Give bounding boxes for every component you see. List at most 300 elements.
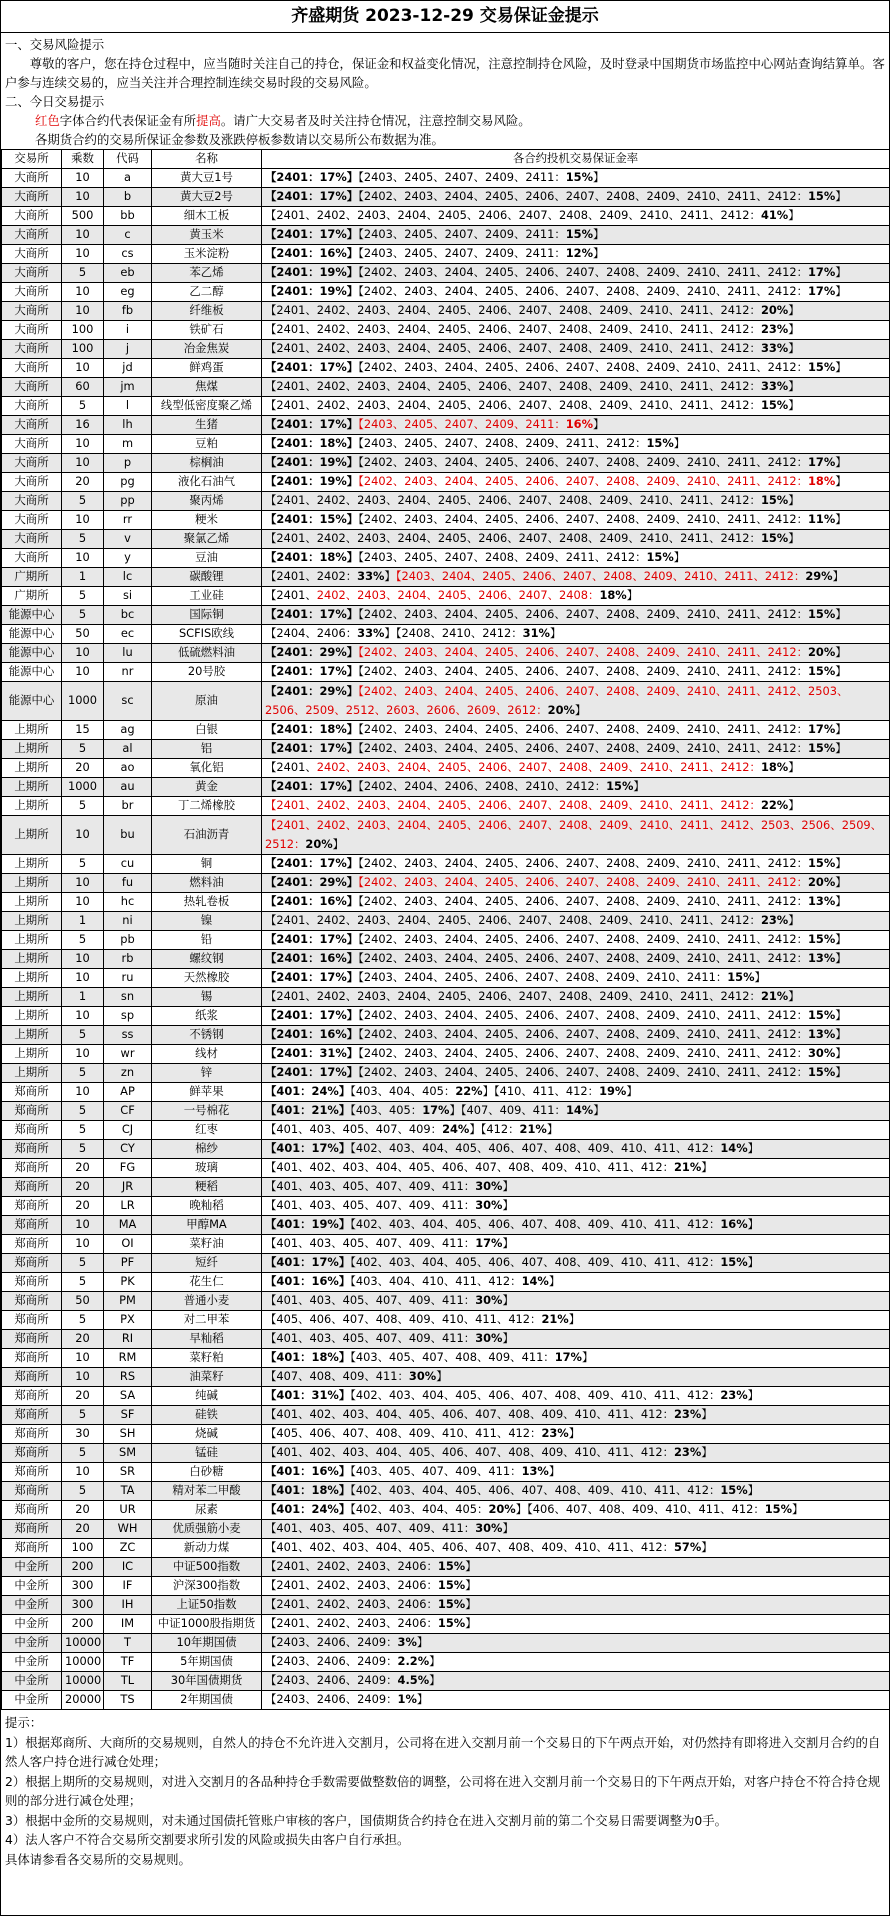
table-row <box>2 359 890 378</box>
rate-segment: 【2401：17%】 <box>265 664 359 679</box>
cell-exchange: 广期所 <box>2 568 62 587</box>
cell-code: TF <box>104 1653 152 1672</box>
rate-segment: 【2402、2403、2404、2405、2406、2407、2408、2409、2410、2411、2412： <box>358 265 808 280</box>
cell-exchange: 大商所 <box>2 169 62 188</box>
rate-segment: 30% <box>475 1331 503 1346</box>
cell-multiplier: 16 <box>62 416 104 435</box>
cell-margin-rate <box>262 1083 890 1102</box>
cell-multiplier: 20 <box>62 1501 104 1520</box>
rate-segment: 15% <box>760 493 789 508</box>
rate-segment: 17% <box>808 265 836 280</box>
rate-segment: 17% <box>808 284 836 299</box>
table-row <box>2 893 890 912</box>
rate-segment: 【2402、2403、2404、2405、2406、2407、2408、2409、2410、2411、2412： <box>358 856 808 871</box>
cell-exchange: 大商所 <box>2 378 62 397</box>
rate-segment: 15% <box>760 398 789 413</box>
rate-segment: 【2401、2402、2403、2404、2405、2406、2407、2408、2409、2410、2411、2412： <box>265 531 761 546</box>
cell-code: jm <box>104 378 152 397</box>
cell-margin-rate <box>262 1482 890 1501</box>
rate-segment: 22% <box>455 1084 483 1099</box>
rate-segment: 14% <box>565 1103 594 1118</box>
cell-exchange: 郑商所 <box>2 1311 62 1330</box>
cell-exchange: 郑商所 <box>2 1083 62 1102</box>
rate-segment: 【2401、2402、2403、2406： <box>265 1597 438 1612</box>
cell-margin-rate <box>262 188 890 207</box>
margin-table-body <box>2 169 890 1710</box>
cell-margin-rate <box>262 663 890 682</box>
rate-segment: 15% <box>720 1255 748 1270</box>
cell-margin-rate <box>262 682 890 721</box>
rate-segment: 22% <box>760 798 789 813</box>
rate-segment: 【401、403、405、407、409： <box>265 1122 443 1137</box>
rate-segment: 20% <box>808 645 836 660</box>
cell-margin-rate <box>262 1026 890 1045</box>
rate-segment: 】 <box>788 989 800 1004</box>
rate-segment: 【2401：16%】 <box>265 246 359 261</box>
rate-segment: 【2401：31%】 <box>265 1046 359 1061</box>
rate-segment: 23% <box>760 913 789 928</box>
rate-segment: 【402、403、404、405、406、407、408、409、410、411、412： <box>350 1141 721 1156</box>
cell-multiplier: 20 <box>62 759 104 778</box>
rate-segment: 30% <box>808 1046 836 1061</box>
cell-code: MA <box>104 1216 152 1235</box>
rate-segment: 16% <box>565 417 593 432</box>
cell-exchange: 郑商所 <box>2 1254 62 1273</box>
cell-name: 锰硅 <box>152 1444 262 1463</box>
cell-multiplier: 5 <box>62 1254 104 1273</box>
cell-multiplier: 5 <box>62 530 104 549</box>
cell-margin-rate <box>262 473 890 492</box>
rate-segment: 30% <box>475 1179 503 1194</box>
cell-margin-rate <box>262 1045 890 1064</box>
cell-name: 粳稻 <box>152 1178 262 1197</box>
table-row <box>2 1330 890 1349</box>
rate-segment: 【2403、2405、2407、2408、2409、2411、2412： <box>358 550 647 565</box>
rate-segment: 】 <box>548 1464 561 1479</box>
cell-margin-rate <box>262 1634 890 1653</box>
table-row <box>2 740 890 759</box>
cell-margin-rate <box>262 816 890 855</box>
rate-segment: 】 <box>701 1160 713 1175</box>
rate-segment: 19% <box>599 1084 627 1099</box>
table-row <box>2 1083 890 1102</box>
cell-name: 硅铁 <box>152 1406 262 1425</box>
rate-segment: 】 <box>788 208 800 223</box>
cell-code: eb <box>104 264 152 283</box>
rate-segment: 【402、403、404、405： <box>350 1502 489 1517</box>
cell-name: 锌 <box>152 1064 262 1083</box>
cell-code: lh <box>104 416 152 435</box>
rate-segment: 】 <box>548 1274 561 1289</box>
rate-segment: 15% <box>808 360 836 375</box>
cell-code: zn <box>104 1064 152 1083</box>
table-row <box>2 454 890 473</box>
cell-multiplier: 5 <box>62 1406 104 1425</box>
red-label: 红色 <box>35 113 60 128</box>
cell-code: jd <box>104 359 152 378</box>
rate-segment: 】 <box>832 569 844 584</box>
table-row <box>2 302 890 321</box>
table-row <box>2 1444 890 1463</box>
cell-exchange: 中金所 <box>2 1596 62 1615</box>
rate-segment: 【2401、2402、2403、2406： <box>265 1559 438 1574</box>
cell-name: 工业硅 <box>152 587 262 606</box>
rate-segment: 】 <box>835 474 847 489</box>
cell-code: lu <box>104 644 152 663</box>
cell-exchange: 郑商所 <box>2 1444 62 1463</box>
cell-margin-rate <box>262 1672 890 1691</box>
cell-exchange: 郑商所 <box>2 1102 62 1121</box>
table-row <box>2 1463 890 1482</box>
cell-exchange: 大商所 <box>2 302 62 321</box>
cell-margin-rate <box>262 1159 890 1178</box>
cell-multiplier: 10 <box>62 188 104 207</box>
cell-exchange: 郑商所 <box>2 1520 62 1539</box>
table-row <box>2 1406 890 1425</box>
cell-name: 焦煤 <box>152 378 262 397</box>
rate-segment: 【2402、2403、2404、2405、2406、2407、2408、2409、2410、2411、2412： <box>358 951 808 966</box>
rate-segment: 17% <box>554 1350 582 1365</box>
table-row <box>2 1520 890 1539</box>
cell-exchange: 中金所 <box>2 1672 62 1691</box>
rate-segment: 15% <box>437 1597 466 1612</box>
rate-segment: 33% <box>357 569 385 584</box>
cell-exchange: 郑商所 <box>2 1216 62 1235</box>
rate-segment: 【2403、2406、2409： <box>265 1635 398 1650</box>
cell-code: RM <box>104 1349 152 1368</box>
cell-multiplier: 20 <box>62 1387 104 1406</box>
cell-multiplier: 5 <box>62 1444 104 1463</box>
table-row <box>2 207 890 226</box>
cell-margin-rate <box>262 207 890 226</box>
cell-multiplier: 10 <box>62 893 104 912</box>
cell-name: 聚丙烯 <box>152 492 262 511</box>
rate-segment: 17% <box>808 722 836 737</box>
rate-segment: 】【2408、2410、2412： <box>384 626 523 641</box>
cell-multiplier: 10 <box>62 1007 104 1026</box>
cell-exchange: 大商所 <box>2 207 62 226</box>
cell-code: ru <box>104 969 152 988</box>
cell-name: 氧化铝 <box>152 759 262 778</box>
rate-segment: 】 <box>835 875 847 890</box>
rate-segment: 30% <box>475 1521 503 1536</box>
cell-exchange: 郑商所 <box>2 1292 62 1311</box>
table-row <box>2 931 890 950</box>
cell-multiplier: 100 <box>62 1539 104 1558</box>
rate-segment: 】 <box>747 1217 760 1232</box>
table-row <box>2 1615 890 1634</box>
cell-name: 原油 <box>152 682 262 721</box>
table-row <box>2 1672 890 1691</box>
rate-segment: 【2401、2402、2403、2404、2405、2406、2407、2408、2409、2410、2411、2412： <box>265 398 761 413</box>
rate-segment: 【401：24%】 <box>265 1502 351 1517</box>
rate-segment: 13% <box>521 1464 549 1479</box>
rate-segment: 【2403、2406、2409： <box>265 1673 398 1688</box>
table-row <box>2 1026 890 1045</box>
rate-segment: 13% <box>808 894 836 909</box>
rate-segment: 23% <box>720 1388 748 1403</box>
cell-name: 铜 <box>152 855 262 874</box>
cell-name: 乙二醇 <box>152 283 262 302</box>
cell-multiplier: 100 <box>62 321 104 340</box>
rate-segment: 【2401：16%】 <box>265 894 359 909</box>
rate-segment: 【405、406、407、408、409、410、411、412： <box>265 1312 542 1327</box>
rate-segment: 】 <box>835 722 847 737</box>
table-row <box>2 549 890 568</box>
rate-segment: 【2403、2404、2405、2406、2407、2408、2409、2410、2411、2412： <box>395 569 806 584</box>
cell-multiplier: 300 <box>62 1596 104 1615</box>
cell-name: 热轧卷板 <box>152 893 262 912</box>
cell-code: SA <box>104 1387 152 1406</box>
cell-name: 线材 <box>152 1045 262 1064</box>
cell-code: p <box>104 454 152 473</box>
rate-segment: 【401：17%】 <box>265 1141 351 1156</box>
cell-margin-rate <box>262 1577 890 1596</box>
cell-exchange: 大商所 <box>2 359 62 378</box>
rate-segment: 】 <box>465 1559 477 1574</box>
rate-segment: 【2403、2405、2407、2409、2411： <box>358 227 566 242</box>
cell-code: PX <box>104 1311 152 1330</box>
cell-margin-rate <box>262 587 890 606</box>
rate-segment: 23% <box>673 1445 702 1460</box>
rate-segment: 17% <box>422 1103 450 1118</box>
cell-name: SCFIS欧线 <box>152 625 262 644</box>
cell-name: 棕榈油 <box>152 454 262 473</box>
rate-segment: 【2401：17%】 <box>265 741 359 756</box>
rate-segment: 18% <box>808 474 836 489</box>
rate-segment: 15% <box>808 189 836 204</box>
rate-segment: 【401：21%】 <box>265 1103 351 1118</box>
rate-segment: 23% <box>673 1407 702 1422</box>
rate-segment: 33% <box>357 626 385 641</box>
rate-segment: 15% <box>808 1008 836 1023</box>
cell-code: wr <box>104 1045 152 1064</box>
cell-name: 花生仁 <box>152 1273 262 1292</box>
cell-code: a <box>104 169 152 188</box>
cell-multiplier: 5 <box>62 740 104 759</box>
rate-segment: 】 <box>332 837 345 851</box>
rate-segment: 15% <box>606 779 634 794</box>
raised-label: 提高 <box>196 113 221 128</box>
cell-margin-rate <box>262 340 890 359</box>
rate-segment: 【2401：19%】 <box>265 284 359 299</box>
rate-segment: 18% <box>760 760 789 775</box>
cell-exchange: 郑商所 <box>2 1178 62 1197</box>
cell-exchange: 大商所 <box>2 188 62 207</box>
cell-code: SM <box>104 1444 152 1463</box>
cell-exchange: 郑商所 <box>2 1121 62 1140</box>
table-header-row <box>2 150 890 169</box>
cell-name: 精对苯二甲酸 <box>152 1482 262 1501</box>
cell-margin-rate <box>262 1558 890 1577</box>
cell-name: 菜籽油 <box>152 1235 262 1254</box>
cell-exchange: 上期所 <box>2 912 62 931</box>
cell-exchange: 大商所 <box>2 530 62 549</box>
cell-name: 铝 <box>152 740 262 759</box>
cell-code: j <box>104 340 152 359</box>
rate-segment: 】 <box>788 398 800 413</box>
cell-name: 碳酸锂 <box>152 568 262 587</box>
cell-name: 上证50指数 <box>152 1596 262 1615</box>
cell-margin-rate <box>262 1539 890 1558</box>
cell-name: 新动力煤 <box>152 1539 262 1558</box>
footer-tips <box>1 1710 889 1869</box>
rate-segment: 【2401：29%】 <box>265 645 359 660</box>
cell-code: bu <box>104 816 152 855</box>
cell-code: IH <box>104 1596 152 1615</box>
table-row <box>2 950 890 969</box>
rate-segment: 20% <box>760 303 789 318</box>
cell-code: lc <box>104 568 152 587</box>
rate-segment: 】 <box>581 1350 594 1365</box>
cell-margin-rate <box>262 378 890 397</box>
cell-code: SF <box>104 1406 152 1425</box>
cell-multiplier: 1000 <box>62 778 104 797</box>
table-row <box>2 1653 890 1672</box>
table-row <box>2 1501 890 1520</box>
rate-segment: 15% <box>808 664 836 679</box>
rate-segment: 【2401、2402： <box>265 569 358 584</box>
rate-segment: 16% <box>720 1217 748 1232</box>
rate-segment: 57% <box>673 1540 702 1555</box>
cell-exchange: 能源中心 <box>2 682 62 721</box>
rate-segment: 】 <box>747 1483 760 1498</box>
cell-name: 短纤 <box>152 1254 262 1273</box>
cell-name: 国际铜 <box>152 606 262 625</box>
cell-name: 白银 <box>152 721 262 740</box>
cell-name: 晚籼稻 <box>152 1197 262 1216</box>
table-row <box>2 1539 890 1558</box>
cell-margin-rate <box>262 1349 890 1368</box>
cell-margin-rate <box>262 1691 890 1710</box>
rate-segment: 【2402、2403、2404、2405、2406、2407、2408、2409、2410、2411、2412： <box>358 645 808 660</box>
cell-multiplier: 1000 <box>62 682 104 721</box>
table-row <box>2 1349 890 1368</box>
cell-code: br <box>104 797 152 816</box>
cell-name: 黄大豆2号 <box>152 188 262 207</box>
rate-segment: 20% <box>808 875 836 890</box>
cell-code: au <box>104 778 152 797</box>
table-row <box>2 1273 890 1292</box>
cell-multiplier: 5 <box>62 1482 104 1501</box>
rate-segment: 【2401：18%】 <box>265 722 359 737</box>
cell-margin-rate <box>262 359 890 378</box>
header-multiplier: 乘数 <box>62 150 104 169</box>
table-row <box>2 855 890 874</box>
cell-exchange: 中金所 <box>2 1558 62 1577</box>
cell-name: 菜籽粕 <box>152 1349 262 1368</box>
rate-segment: 【403、404、410、411、412： <box>350 1274 522 1289</box>
table-row <box>2 759 890 778</box>
table-row <box>2 969 890 988</box>
rate-segment: 【2402、2403、2404、2405、2406、2407、2408、2409、2410、2411、2412： <box>358 932 808 947</box>
rate-segment: 【2404、2406： <box>265 626 358 641</box>
rate-segment: 20% <box>305 837 333 851</box>
cell-exchange: 上期所 <box>2 893 62 912</box>
rate-segment: 13% <box>808 951 836 966</box>
cell-multiplier: 10 <box>62 950 104 969</box>
table-row <box>2 340 890 359</box>
rate-segment: 11% <box>808 512 836 527</box>
cell-code: FG <box>104 1159 152 1178</box>
cell-name: 纤维板 <box>152 302 262 321</box>
cell-code: si <box>104 587 152 606</box>
cell-name: 2年期国债 <box>152 1691 262 1710</box>
cell-name: 玉米淀粉 <box>152 245 262 264</box>
rate-segment: 【401：18%】 <box>265 1483 351 1498</box>
cell-name: 棉纱 <box>152 1140 262 1159</box>
cell-exchange: 上期所 <box>2 721 62 740</box>
cell-name: 烧碱 <box>152 1425 262 1444</box>
cell-code: c <box>104 226 152 245</box>
rate-segment: 【2401、2402、2403、2404、2405、2406、2407、2408、2409、2410、2411、2412： <box>265 493 761 508</box>
cell-exchange: 郑商所 <box>2 1406 62 1425</box>
rate-segment: 【2401：19%】 <box>265 265 359 280</box>
cell-code: bb <box>104 207 152 226</box>
cell-margin-rate <box>262 950 890 969</box>
cell-margin-rate <box>262 1444 890 1463</box>
cell-name: 镍 <box>152 912 262 931</box>
table-row <box>2 1634 890 1653</box>
cell-margin-rate <box>262 169 890 188</box>
rate-segment: 【2401、 <box>265 760 317 775</box>
rate-segment: 】 <box>788 760 800 775</box>
cell-code: WH <box>104 1520 152 1539</box>
cell-exchange: 上期所 <box>2 874 62 893</box>
rate-segment: 【2401、2402、2403、2404、2405、2406、2407、2408、2409、2410、2411、2412： <box>265 322 761 337</box>
rate-segment: 】 <box>593 1103 605 1118</box>
cell-code: ec <box>104 625 152 644</box>
table-row <box>2 988 890 1007</box>
cell-exchange: 郑商所 <box>2 1159 62 1178</box>
rate-segment: 】 <box>835 1008 847 1023</box>
cell-code: RI <box>104 1330 152 1349</box>
cell-margin-rate <box>262 1273 890 1292</box>
rate-segment: 1% <box>397 1692 417 1707</box>
rate-segment: 【401：16%】 <box>265 1274 351 1289</box>
rate-segment: 【2401：17%】 <box>265 932 359 947</box>
cell-exchange: 中金所 <box>2 1653 62 1672</box>
header-margin-rate: 各合约投机交易保证金率 <box>262 150 890 169</box>
cell-margin-rate <box>262 931 890 950</box>
cell-exchange: 大商所 <box>2 549 62 568</box>
cell-code: IM <box>104 1615 152 1634</box>
rate-segment: 【2401：29%】 <box>265 684 359 698</box>
cell-margin-rate <box>262 283 890 302</box>
rate-segment: 】 <box>429 1654 441 1669</box>
footer-item: 4）法人客户不符合交易所交割要求所引发的风险或损失由客户自行承担。 <box>5 1832 410 1847</box>
rate-segment: 12% <box>565 246 593 261</box>
rate-segment: 21% <box>519 1122 547 1137</box>
table-row <box>2 1007 890 1026</box>
rate-segment: 【2403、2405、2407、2409、2411： <box>358 170 566 185</box>
cell-name: 普通小麦 <box>152 1292 262 1311</box>
rate-segment: 【2401、 <box>265 588 317 603</box>
rate-segment: 】 <box>835 265 847 280</box>
table-row <box>2 1140 890 1159</box>
cell-multiplier: 10000 <box>62 1653 104 1672</box>
table-row <box>2 416 890 435</box>
cell-multiplier: 20 <box>62 473 104 492</box>
rate-segment: 【2403、2404、2405、2406、2407、2408、2409、2410、2411： <box>358 970 728 985</box>
rate-segment: 【2403、2405、2407、2409、2411： <box>358 417 566 432</box>
footer-tail: 具体请参看各交易所的交易规则。 <box>5 1851 191 1867</box>
cell-multiplier: 200 <box>62 1558 104 1577</box>
rate-segment: 【401、403、405、407、409、411： <box>265 1236 476 1251</box>
cell-code: pb <box>104 931 152 950</box>
cell-code: sp <box>104 1007 152 1026</box>
cell-name: 冶金焦炭 <box>152 340 262 359</box>
